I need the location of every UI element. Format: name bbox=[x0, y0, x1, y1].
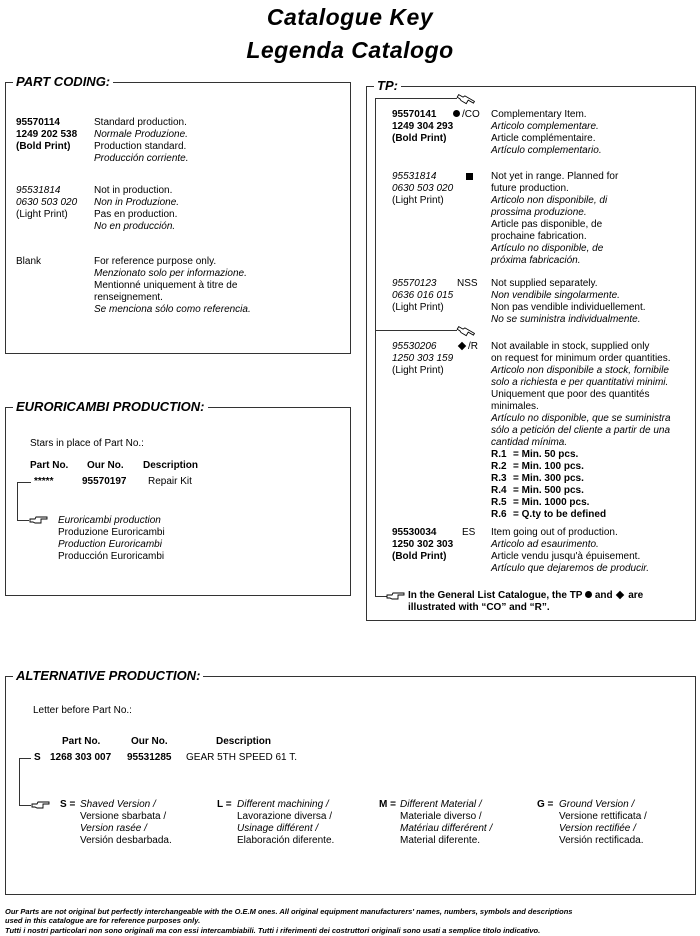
title-it: Legenda Catalogo bbox=[246, 37, 454, 63]
pointing-hand-icon bbox=[456, 326, 476, 338]
alt-l-lines: Different machining / Lavorazione diversa / Usinage différent / Elaboración diferente. bbox=[237, 799, 335, 846]
tp-e1-symbol: /CO bbox=[453, 109, 480, 121]
euro-header-desc: Description bbox=[143, 460, 199, 471]
alt-row-part: 1268 303 007 bbox=[50, 752, 112, 763]
pointing-hand-icon bbox=[386, 590, 406, 602]
alt-m-lines: Different Material / Materiale diverso / Matériau differérent / Material diferente. bbox=[400, 799, 493, 846]
footer-line-3: Tutti i nostri particolari non sono originali ma con essi intercambiabili. Tutti i riferimenti dei costruttori originali sono usati a semplice titolo indicativo. bbox=[5, 926, 541, 935]
alt-s-key: S = bbox=[60, 799, 76, 810]
part-coding-title: PART CODING: bbox=[13, 74, 113, 89]
alt-row-letter: S bbox=[34, 752, 41, 763]
euroricambi-title: EURORICAMBI PRODUCTION: bbox=[13, 399, 208, 414]
tp-e3-codes: 95570123 0636 016 015 (Light Print) bbox=[392, 278, 454, 313]
blank-desc: For reference purpose only. Menzionato solo per informazione. Mentionné uniquement à titre de renseignement. Se menciona sólo como referencia. bbox=[94, 256, 251, 315]
tp-e1-codes: 95570141 1249 304 293 (Bold Print) bbox=[392, 109, 454, 144]
euro-header-our: Our No. bbox=[87, 460, 124, 471]
tp-e5-desc: Item going out of production. Articolo ad esaurimento. Article vendu jusqu'à épuisement. Artículo que dejaremos de producir. bbox=[491, 527, 650, 574]
tp-title: TP: bbox=[374, 78, 401, 93]
euro-row-part: ***** bbox=[34, 476, 54, 487]
alt-l-key: L = bbox=[217, 799, 232, 810]
tp-r-values: = Min. 50 pcs. = Min. 100 pcs. = Min. 300 pcs. = Min. 500 pcs. = Min. 1000 pcs. = Q.ty to be defined bbox=[513, 449, 607, 520]
tp-e2-desc: Not yet in range. Planned for future production. Articolo non disponibile, di prossima produzione. Article pas disponible, de prochaine fabrication. Artículo no disponible, de próxima fabricación. bbox=[491, 171, 619, 266]
euro-production-lines: Euroricambi production Produzione Euroricambi Production Euroricambi Producción Euroricambi bbox=[58, 515, 165, 562]
stars-note: Stars in place of Part No.: bbox=[30, 438, 144, 449]
std-codes: 95570114 1249 202 538 (Bold Print) bbox=[16, 117, 78, 152]
filled-diamond-icon bbox=[458, 342, 466, 350]
std-desc: Standard production. Normale Produzione. Production standard. Producción corriente. bbox=[94, 117, 189, 164]
alt-row-our: 95531285 bbox=[127, 752, 172, 763]
filled-circle-icon bbox=[453, 110, 460, 117]
euroricambi-box bbox=[5, 407, 351, 596]
alt-m-key: M = bbox=[379, 799, 396, 810]
tp-r-codes: R.1 R.2 R.3 R.4 R.5 R.6 bbox=[491, 449, 507, 520]
tp-e4-symbol: /R bbox=[457, 341, 478, 353]
footer-line-1: Our Parts are not original but perfectly interchangeable with the O.E.M ones. All original equipment manufacturers' names, numbers, symbols and descriptions bbox=[5, 907, 573, 916]
title-en: Catalogue Key bbox=[266, 4, 434, 30]
tp-e3-desc: Not supplied separately. Non vendibile singolarmente. Non pas vendible individuellement. No se suministra individualmente. bbox=[491, 278, 646, 325]
tp-e1-desc: Complementary Item. Articolo complementare. Article complémentaire. Artículo complementario. bbox=[491, 109, 602, 156]
euro-header-part: Part No. bbox=[30, 460, 69, 471]
alt-row-desc: GEAR 5TH SPEED 61 T. bbox=[186, 752, 297, 763]
tp-e5-codes: 95530034 1250 302 303 (Bold Print) bbox=[392, 527, 454, 562]
np-codes: 95531814 0630 503 020 (Light Print) bbox=[16, 185, 78, 220]
filled-square-icon bbox=[466, 173, 473, 180]
alt-header-part: Part No. bbox=[62, 736, 101, 747]
pointing-hand-icon bbox=[29, 514, 49, 526]
tp-note: In the General List Catalogue, the TP and are illustrated with “CO” and “R”. bbox=[408, 590, 644, 613]
tp-e5-symbol: ES bbox=[462, 527, 476, 538]
footer-line-2: used in this catalogue are for reference purposes only. bbox=[5, 916, 201, 925]
pointing-hand-icon bbox=[456, 94, 476, 106]
blank-label: Blank bbox=[16, 256, 42, 267]
np-desc: Not in production. Non in Produzione. Pas en production. No en producción. bbox=[94, 185, 180, 232]
letter-note: Letter before Part No.: bbox=[33, 705, 132, 716]
pointing-hand-icon bbox=[31, 799, 51, 811]
alt-s-lines: Shaved Version / Versione sbarbata / Version rasée / Versión desbarbada. bbox=[80, 799, 172, 846]
tp-e2-codes: 95531814 0630 503 020 (Light Print) bbox=[392, 171, 454, 206]
alt-header-our: Our No. bbox=[131, 736, 168, 747]
alt-header-desc: Description bbox=[216, 736, 272, 747]
tp-e4-desc: Not available in stock, supplied only on request for minimum order quantities. Articolo non disponibile a stock, fornibile solo a richiesta e per quantitativi minimi. Uniquement que poor des quantités minimales. Artículo no disponible, que se suministra sólo a petición del cliente a partir de una cantidad mínima. bbox=[491, 341, 671, 448]
filled-diamond-icon bbox=[616, 591, 624, 599]
alt-g-lines: Ground Version / Versione rettificata / Version rectifiée / Versión rectificada. bbox=[559, 799, 647, 846]
tp-e4-codes: 95530206 1250 303 159 (Light Print) bbox=[392, 341, 454, 376]
euro-row-our: 95570197 bbox=[82, 476, 127, 487]
filled-circle-icon bbox=[585, 591, 592, 598]
tp-e3-symbol: NSS bbox=[457, 278, 478, 289]
alternative-title: ALTERNATIVE PRODUCTION: bbox=[13, 668, 203, 683]
euro-row-desc: Repair Kit bbox=[148, 476, 192, 487]
alt-g-key: G = bbox=[537, 799, 554, 810]
